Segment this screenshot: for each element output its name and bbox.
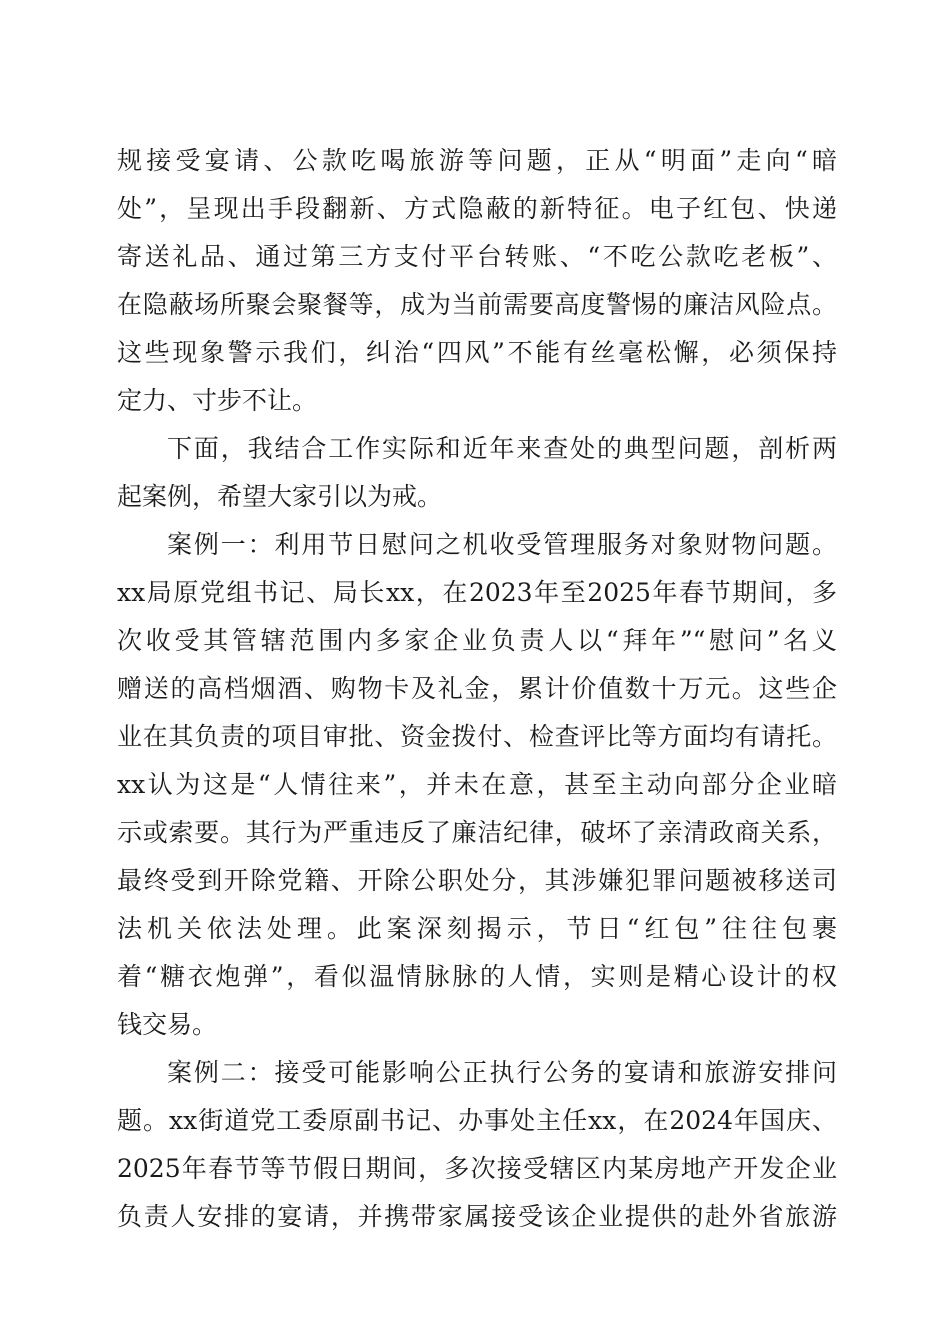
- text-line: 定力、寸步不让。: [117, 386, 318, 415]
- text-line: 着“糖衣炮弹”，看似温情脉脉的人情，实则是精心设计的权: [117, 962, 837, 991]
- text-line: 法机关依法处理。此案深刻揭示，节日“红包”往往包裹: [117, 914, 837, 943]
- text-line: 这些现象警示我们，纠治“四风”不能有丝毫松懈，必须保持: [117, 338, 837, 367]
- text-line: xx认为这是“人情往来”，并未在意，甚至主动向部分企业暗: [117, 770, 837, 799]
- text-line: 规接受宴请、公款吃喝旅游等问题，正从“明面”走向“暗: [117, 146, 837, 175]
- text-line: 寄送礼品、通过第三方支付平台转账、“不吃公款吃老板”、: [117, 242, 837, 271]
- text-line: 最终受到开除党籍、开除公职处分，其涉嫌犯罪问题被移送司: [117, 866, 837, 895]
- text-line: 起案例，希望大家引以为戒。: [117, 482, 443, 511]
- paragraph-first-line: 下面，我结合工作实际和近年来查处的典型问题，剖析两: [167, 434, 837, 463]
- text-line: 赠送的高档烟酒、购物卡及礼金，累计价值数十万元。这些企: [117, 674, 837, 703]
- text-line: 处”，呈现出手段翻新、方式隐蔽的新特征。电子红包、快递: [117, 194, 837, 223]
- text-line: 次收受其管辖范围内多家企业负责人以“拜年”“慰问”名义: [117, 626, 837, 655]
- text-line: 钱交易。: [117, 1010, 218, 1039]
- text-line: 题。xx街道党工委原副书记、办事处主任xx，在2024年国庆、: [117, 1106, 837, 1135]
- text-line: 示或索要。其行为严重违反了廉洁纪律，破坏了亲清政商关系，: [117, 818, 837, 847]
- text-line: 业在其负责的项目审批、资金拨付、检查评比等方面均有请托。: [117, 722, 837, 751]
- text-line: xx局原党组书记、局长xx，在2023年至2025年春节期间，多: [117, 578, 837, 607]
- text-line: 在隐蔽场所聚会聚餐等，成为当前需要高度警惕的廉洁风险点。: [117, 290, 837, 319]
- case-one-heading: 案例一：利用节日慰问之机收受管理服务对象财物问题。: [167, 530, 837, 559]
- text-line: 负责人安排的宴请，并携带家属接受该企业提供的赴外省旅游: [117, 1202, 837, 1231]
- case-two-heading: 案例二：接受可能影响公正执行公务的宴请和旅游安排问: [167, 1058, 837, 1087]
- text-line: 2025年春节等节假日期间，多次接受辖区内某房地产开发企业: [117, 1154, 837, 1183]
